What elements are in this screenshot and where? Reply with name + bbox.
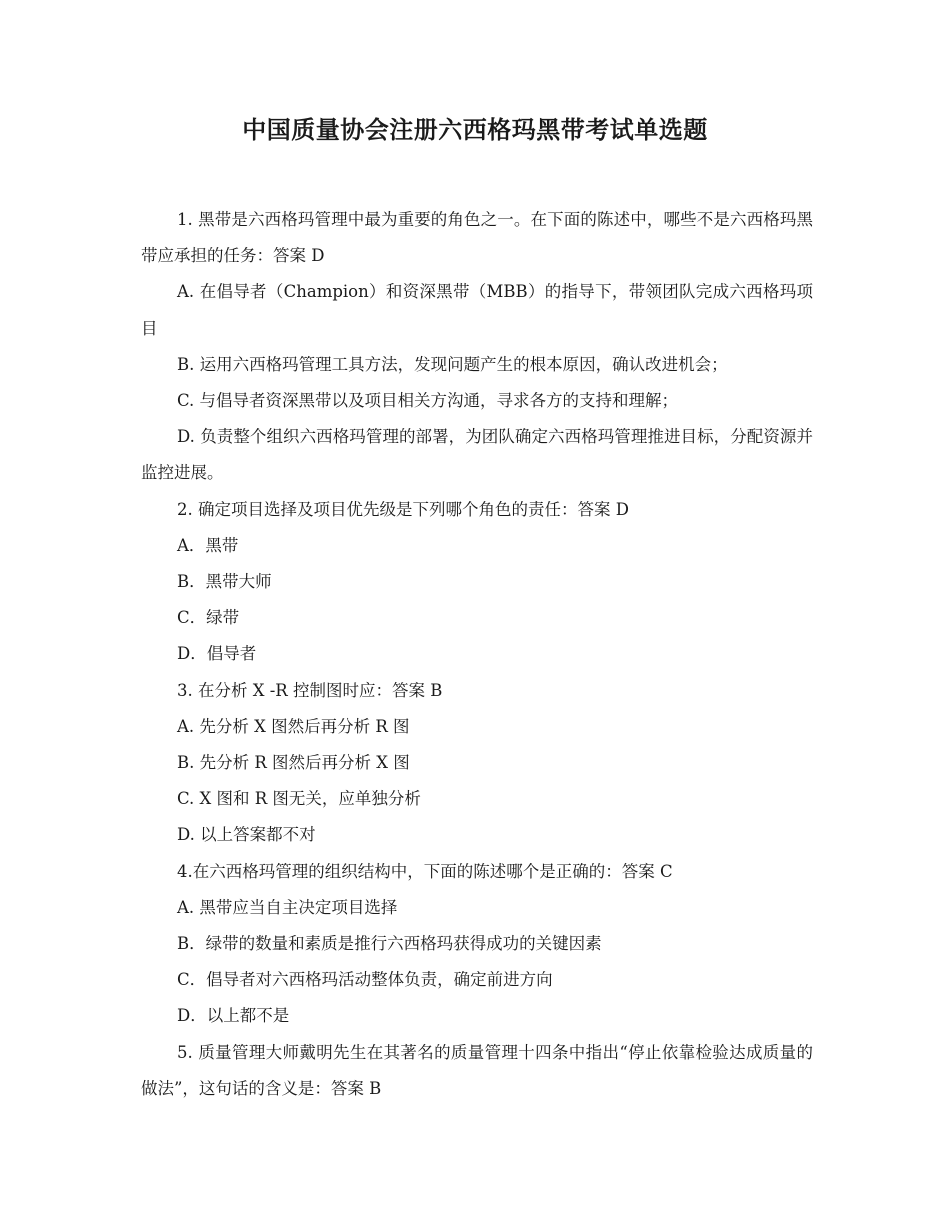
question-1-option-b: B. 运用六西格玛管理工具方法，发现问题产生的根本原因，确认改进机会； bbox=[177, 354, 728, 374]
question-4-option-b: B．绿带的数量和素质是推行六西格玛获得成功的关键因素 bbox=[177, 934, 602, 954]
question-2-option-d: D．倡导者 bbox=[177, 644, 257, 664]
question-3-option-b: B. 先分析 R 图然后再分析 X 图 bbox=[177, 753, 410, 773]
question-2-option-c: C．绿带 bbox=[177, 608, 240, 628]
question-list bbox=[141, 202, 813, 1107]
question-1-option-a: A. 在倡导者（Champion）和资深黑带（MBB）的指导下，带领团队完成六西格玛项目 bbox=[141, 282, 813, 338]
question-2-option-a: A．黑带 bbox=[177, 535, 239, 555]
question-4-option-a: A. 黑带应当自主决定项目选择 bbox=[177, 897, 398, 917]
question-4-stem: 4.在六西格玛管理的组织结构中，下面的陈述哪个是正确的：答案 C bbox=[177, 861, 673, 881]
question-2-stem: 2. 确定项目选择及项目优先级是下列哪个角色的责任：答案 D bbox=[177, 499, 629, 519]
question-1-stem: 1. 黑带是六西格玛管理中最为重要的角色之一。在下面的陈述中，哪些不是六西格玛黑带应承担的任务：答案 D bbox=[141, 210, 813, 266]
question-4-option-d: D．以上都不是 bbox=[177, 1006, 290, 1026]
question-1-option-d: D. 负责整个组织六西格玛管理的部署，为团队确定六西格玛管理推进目标，分配资源并监控进展。 bbox=[141, 427, 813, 483]
question-4-option-c: C．倡导者对六西格玛活动整体负责，确定前进方向 bbox=[177, 970, 553, 990]
question-3-option-c: C. X 图和 R 图无关，应单独分析 bbox=[177, 789, 421, 809]
question-3-option-a: A. 先分析 X 图然后再分析 R 图 bbox=[177, 716, 410, 736]
question-3-option-d: D. 以上答案都不对 bbox=[177, 825, 316, 845]
question-3-stem: 3. 在分析 X -R 控制图时应：答案 B bbox=[177, 680, 443, 700]
page-title: 中国质量协会注册六西格玛黑带考试单选题 bbox=[242, 115, 708, 144]
question-5-stem: 5. 质量管理大师戴明先生在其著名的质量管理十四条中指出“停止依靠检验达成质量的做法”，这句话的含义是：答案 B bbox=[141, 1042, 813, 1098]
question-2-option-b: B．黑带大师 bbox=[177, 572, 272, 592]
question-1-option-c: C. 与倡导者资深黑带以及项目相关方沟通，寻求各方的支持和理解； bbox=[177, 391, 679, 411]
